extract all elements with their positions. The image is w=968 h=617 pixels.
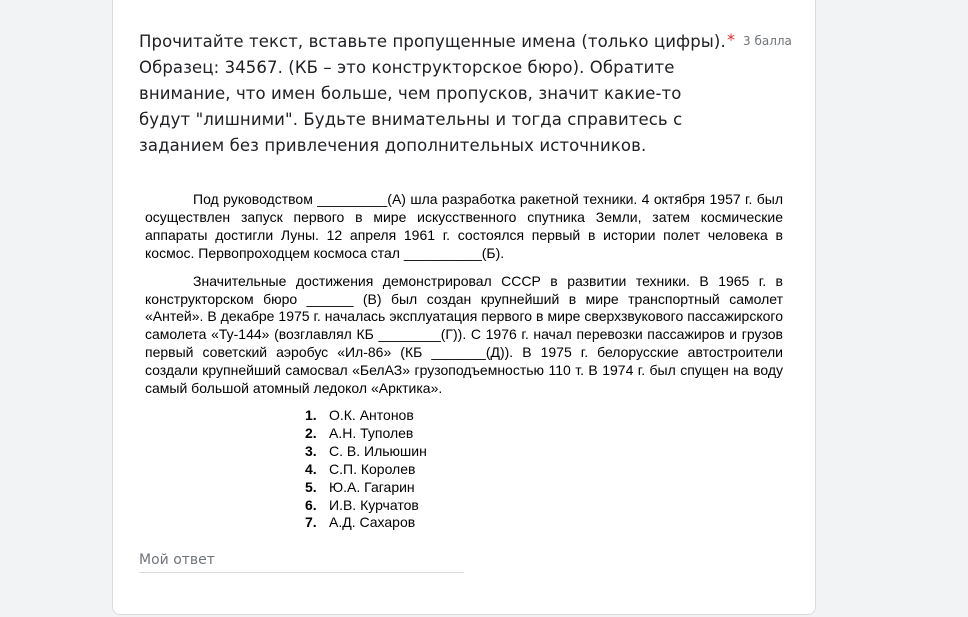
option-name: А.Д. Сахаров <box>329 514 416 531</box>
required-marker: * <box>727 30 735 49</box>
question-card <box>112 0 816 615</box>
option-name: А.Н. Туполев <box>329 424 414 441</box>
option-name: С.П. Королев <box>329 460 416 477</box>
option-name: Ю.А. Гагарин <box>329 478 415 495</box>
image-paragraph-1: Под руководством _________(А) шла разработка ракетной техники. 4 октября 1957 г. был осуществлен запуск первого в мире искусственного спутника Земли, затем космические аппараты достигли Луны. 12 апреля 1961 г. состоялся первый в истории полет человека в космос. Первопроходцем космоса стал __________(Б). <box>145 191 783 261</box>
option-number: 1. <box>305 406 317 423</box>
name-options-list <box>305 407 943 532</box>
option-number: 3. <box>305 442 317 459</box>
option-name: С. В. Ильюшин <box>329 442 427 459</box>
answer-input[interactable] <box>139 547 464 573</box>
name-option <box>305 425 943 443</box>
option-number: 7. <box>305 514 317 531</box>
name-option <box>305 407 943 425</box>
option-number: 2. <box>305 424 317 441</box>
option-number: 4. <box>305 460 317 477</box>
name-option <box>305 497 943 515</box>
option-name: О.К. Антонов <box>329 406 414 423</box>
question-title: Прочитайте текст, вставьте пропущенные имена (только цифры). Образец: 34567. (КБ – это конструкторское бюро). Обратите внимание, что имен больше, чем пропусков, значит какие-то будут "лишними". Будьте внимательны и тогда справитесь с заданием без привлечения дополнительных источников. <box>139 32 726 155</box>
name-option <box>305 479 943 497</box>
name-option <box>305 443 943 461</box>
option-name: И.В. Курчатов <box>329 496 419 513</box>
image-paragraph-2: Значительные достижения демонстрировал СССР в развитии техники. В 1965 г. в конструкторском бюро ______ (В) был создан крупнейший в мире транспортный самолет «Антей». В декабре 1975 г. началась эксплуатация первого в мире сверхзвукового пассажирского самолета «Ту-144» (возглавлял КБ ________(Г)). С 1976 г. начал перевозки пассажиров и грузов первый советский аэробус «Ил-86» (КБ _______(Д)). В 1975 г. белорусские автостроители создали крупнейший самосвал «БелАЗ» грузоподъемностью 110 т. В 1974 г. был спущен на воду самый большой атомный ледокол «Арктика». <box>145 272 783 397</box>
option-number: 5. <box>305 478 317 495</box>
option-number: 6. <box>305 496 317 513</box>
name-option <box>305 514 943 532</box>
name-option <box>305 461 943 479</box>
points-label: 3 балла <box>743 34 792 48</box>
question-image <box>145 191 783 532</box>
